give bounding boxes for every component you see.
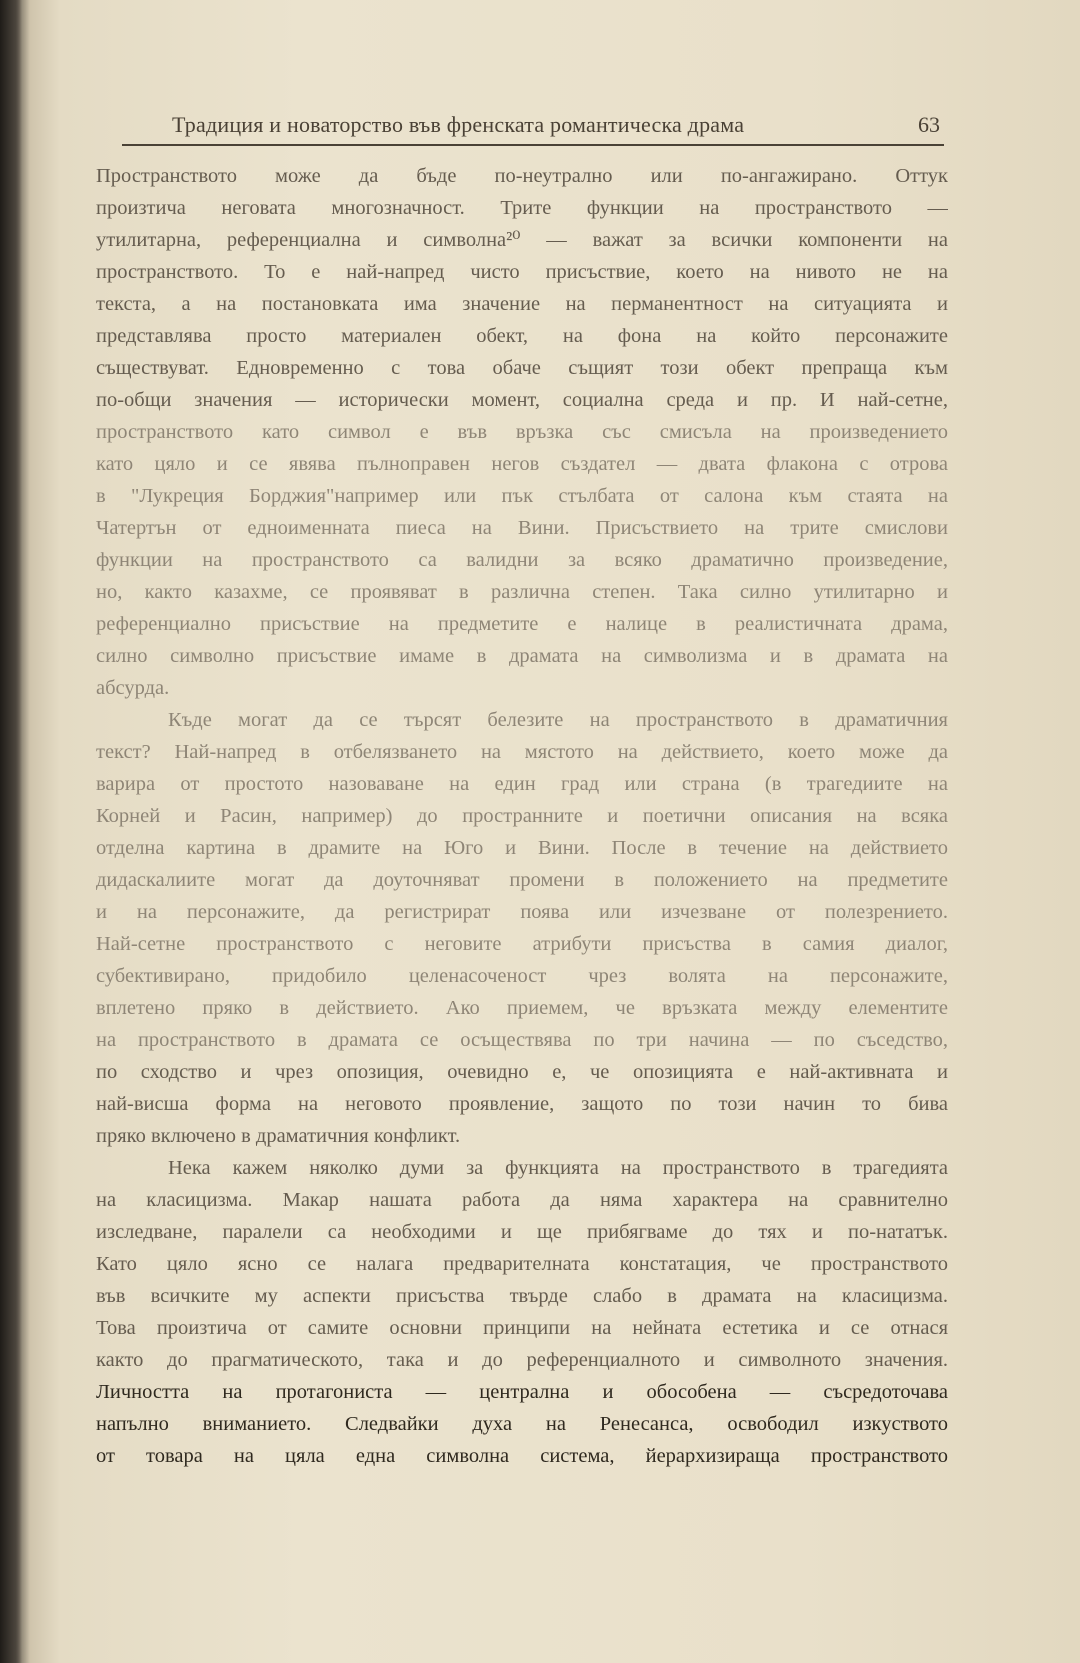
body-text xyxy=(96,160,948,1472)
text-line: отделна картина в драмите на Юго и Вини. После в течение на действието xyxy=(96,837,948,859)
text-line: произтича неговата многозначност. Трите функции на пространството — xyxy=(96,197,948,219)
text-line: пряко включено в драматичния конфликт. xyxy=(96,1125,461,1147)
text-line: Най-сетне пространството с неговите атрибути присъства в самия диалог, xyxy=(96,933,948,955)
text-line: дидаскалиите могат да доуточняват промени в положението на предметите xyxy=(96,869,948,891)
text-line: абсурда. xyxy=(96,677,170,699)
text-line: текста, а на постановката има значение на перманентност на ситуацията и xyxy=(96,293,948,315)
text-line: но, както казахме, се проявяват в различна степен. Така силно утилитарно и xyxy=(96,581,948,603)
text-line: Пространството може да бъде по-неутрално или по-ангажирано. Оттук xyxy=(96,165,948,187)
text-line: изследване, паралели са необходими и ще прибягваме до тях и по-нататък. xyxy=(96,1221,948,1243)
text-line: по сходство и чрез опозиция, очевидно е, че опозицията е най-активната и xyxy=(96,1061,948,1083)
text-line: Като цяло ясно се налага предварителната констатация, че пространството xyxy=(96,1253,948,1275)
text-line: на класицизма. Макар нашата работа да няма характера на сравнително xyxy=(96,1189,948,1211)
text-line: представлява просто материален обект, на фона на който персонажите xyxy=(96,325,948,347)
paragraph-2 xyxy=(96,704,948,1152)
paragraph-3 xyxy=(96,1152,948,1472)
text-line: Това произтича от самите основни принципи на нейната естетика и се отнася xyxy=(96,1317,948,1339)
text-line: напълно вниманието. Следвайки духа на Ренесанса, освободил изкуството xyxy=(96,1413,948,1435)
text-line: Личността на протагониста — централна и обособена — съсредоточава xyxy=(96,1381,948,1403)
page-header xyxy=(122,110,944,146)
text-line: както до прагматическото, така и до референциалното и символното значения. xyxy=(96,1349,948,1371)
text-line: вплетено пряко в действието. Ако приемем, че връзката между елементите xyxy=(96,997,948,1019)
text-line: като цяло и се явява пълноправен негов създател — двата флакона с отрова xyxy=(96,453,948,475)
text-line: варира от простото назоваване на един град или страна (в трагедиите на xyxy=(96,773,948,795)
book-spine-shadow xyxy=(0,0,22,1663)
text-line: референциално присъствие на предметите е налице в реалистичната драма, xyxy=(96,613,948,635)
text-line: субективирано, придобило целенасоченост чрез волята на персонажите, xyxy=(96,965,948,987)
text-line: Нека кажем няколко думи за функцията на пространството в трагедията xyxy=(168,1157,948,1179)
text-line: пространството като символ е във връзка със смисъла на произведението xyxy=(96,421,948,443)
text-line: пространството. То е най-напред чисто присъствие, което на нивото не на xyxy=(96,261,948,283)
text-line: функции на пространството са валидни за всяко драматично произведение, xyxy=(96,549,948,571)
text-line: по-общи значения — исторически момент, социална среда и пр. И най-сетне, xyxy=(96,389,948,411)
text-line: на пространството в драмата се осъществява по три начина — по съседство, xyxy=(96,1029,948,1051)
text-line: Чатертън от едноименната пиеса на Вини. Присъствието на трите смислови xyxy=(96,517,948,539)
text-line: текст? Най-напред в отбелязването на мястото на действието, което може да xyxy=(96,741,948,763)
text-line: силно символно присъствие имаме в драмата на символизма и в драмата на xyxy=(96,645,948,667)
text-line: Къде могат да се търсят белезите на пространството в драматичния xyxy=(168,709,948,731)
text-line: от товара на цяла една символна система, йерархизираща пространството xyxy=(96,1445,948,1467)
text-line: в "Лукреция Борджия"например или пък стълбата от салона към стаята на xyxy=(96,485,948,507)
text-line: утилитарна, референциална и символна²⁰ — важат за всички компоненти на xyxy=(96,229,948,251)
text-line: Корней и Расин, например) до пространните и поетични описания на всяка xyxy=(96,805,948,827)
text-line: във всичките му аспекти присъства твърде слабо в драмата на класицизма. xyxy=(96,1285,948,1307)
running-title: Традиция и новаторство във френската романтическа драма xyxy=(172,112,745,137)
text-line: и на персонажите, да регистрират поява или изчезване от полезрението. xyxy=(96,901,948,923)
paragraph-1 xyxy=(96,160,948,704)
text-line: съществуват. Едновременно с това обаче същият този обект препраща към xyxy=(96,357,948,379)
page-number: 63 xyxy=(918,112,940,137)
text-line: най-висша форма на неговото проявление, защото по този начин то бива xyxy=(96,1093,948,1115)
